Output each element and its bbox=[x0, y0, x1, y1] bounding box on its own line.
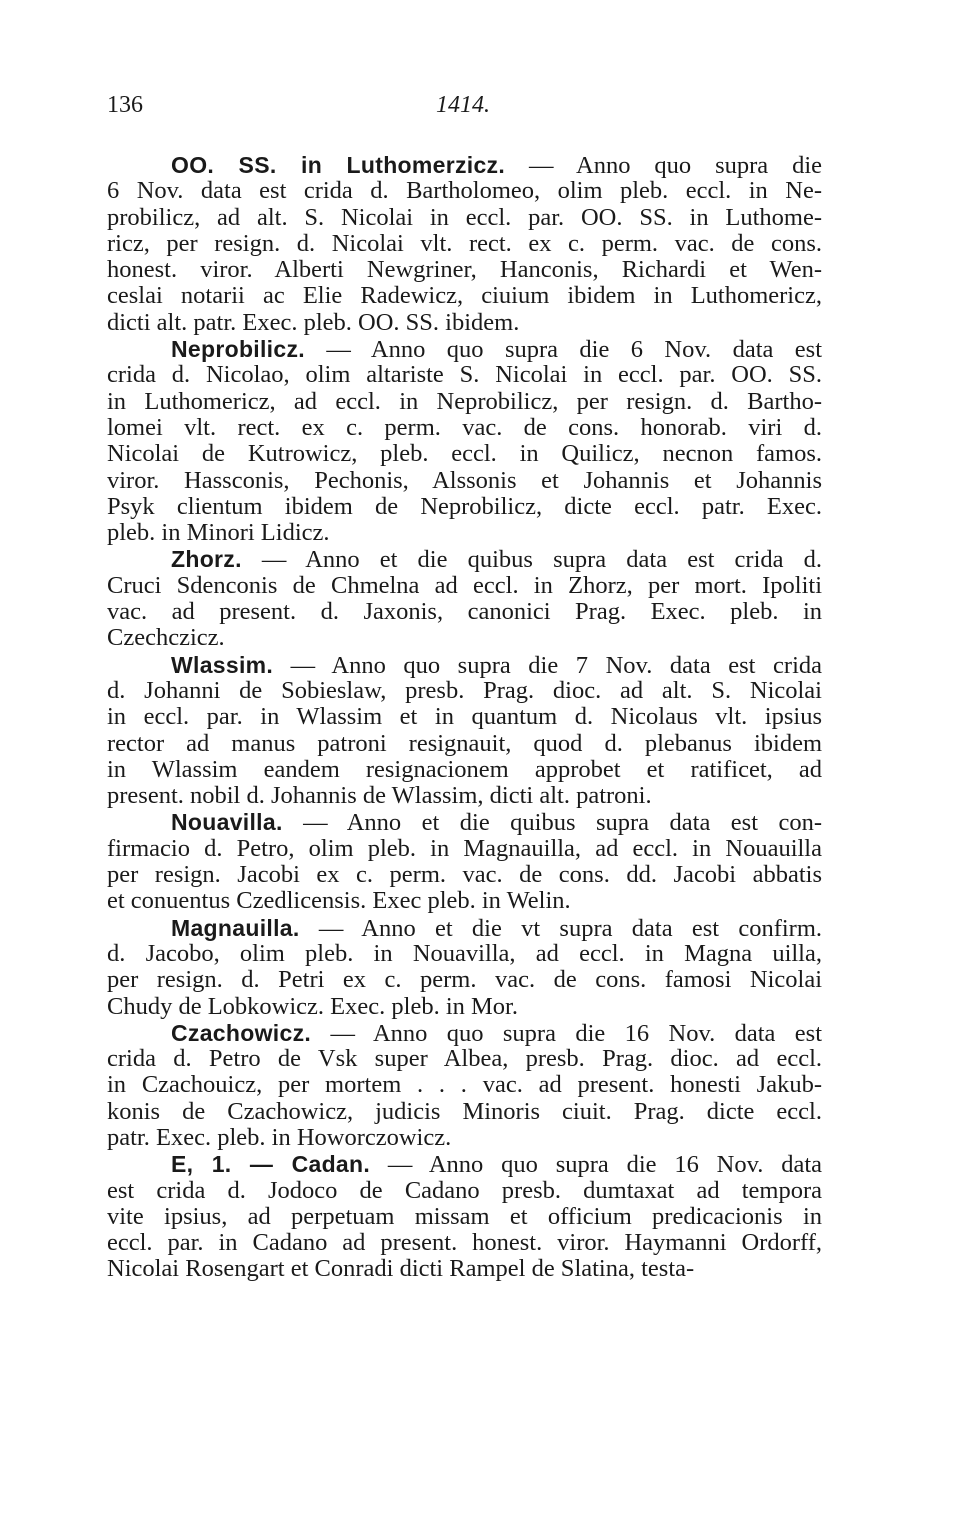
text-line: d. Johanni de Sobieslaw, presb. Prag. dioc. ad alt. S. Nicolai bbox=[107, 676, 822, 704]
entry-first-line-text: — Anno quo supra die bbox=[528, 152, 822, 179]
page-number: 136 bbox=[107, 92, 143, 118]
text-line: d. Jacobo, olim pleb. in Nouavilla, ad eccl. in Magna uilla, bbox=[107, 939, 822, 967]
text-line: ceslai notarii ac Elie Radewicz, ciuium ibidem in Luthomericz, bbox=[107, 282, 822, 310]
entry-first-line bbox=[107, 152, 822, 178]
entry-heading: Nouavilla. bbox=[171, 809, 283, 836]
entry-first-line-text: — Anno quo supra die 16 Nov. data est bbox=[330, 1019, 822, 1047]
text-line: in Luthomericz, ad eccl. in Neprobilicz, per resign. d. Bartho- bbox=[107, 387, 822, 415]
entry bbox=[107, 152, 822, 336]
entry bbox=[107, 652, 822, 810]
entry-first-line-text: — Anno quo supra die 7 Nov. data est crida bbox=[290, 651, 822, 679]
text-line: Chudy de Lobkowicz. Exec. pleb. in Mor. bbox=[107, 992, 518, 1020]
text-line: viror. Hassconis, Pechonis, Alssonis et Johannis et Johannis bbox=[107, 466, 822, 494]
text-line: in Wlassim eandem resignacionem approbet et ratificet, ad bbox=[107, 755, 822, 783]
entry bbox=[107, 809, 822, 914]
entry-first-line bbox=[107, 1151, 822, 1177]
entry-heading: Neprobilicz. bbox=[171, 336, 305, 363]
text-line: in Czachouicz, per mortem . . . vac. ad present. honesti Jakub- bbox=[107, 1071, 822, 1099]
entry-first-line-text: — Anno et die quibus supra data est crida d. bbox=[261, 546, 822, 574]
text-line: konis de Czachowicz, judicis Minoris ciuit. Prag. dicte eccl. bbox=[107, 1097, 822, 1125]
entry-heading: Magnauilla. bbox=[171, 914, 300, 941]
text-line: Nicolai de Kutrowicz, pleb. eccl. in Quilicz, necnon famos. bbox=[107, 440, 822, 468]
entry-heading: Zhorz. bbox=[171, 546, 242, 573]
text-line: dicti alt. patr. Exec. pleb. OO. SS. ibidem. bbox=[107, 308, 520, 336]
text-line: crida d. Petro de Vsk super Albea, presb. Prag. dioc. ad eccl. bbox=[107, 1045, 822, 1073]
text-line: rector ad manus patroni resignauit, quod d. plebanus ibidem bbox=[107, 729, 822, 757]
entry-first-line bbox=[107, 652, 822, 678]
text-line: lomei vlt. rect. ex c. perm. vac. de cons. honorab. viri d. bbox=[107, 413, 822, 441]
text-line: probilicz, ad alt. S. Nicolai in eccl. par. OO. SS. in Luthome- bbox=[107, 203, 822, 231]
entry-first-line bbox=[107, 915, 822, 941]
entry-first-line-text: — Anno quo supra die 16 Nov. data bbox=[387, 1151, 823, 1179]
text-line: per resign. Jacobi ex c. perm. vac. de cons. dd. Jacobi abbatis bbox=[107, 861, 822, 889]
running-head bbox=[107, 92, 822, 126]
text-line: honest. viror. Alberti Newgriner, Hanconis, Richardi et Wen- bbox=[107, 256, 822, 284]
entry-first-line bbox=[107, 1020, 822, 1046]
entry-first-line-text: — Anno et die vt supra data est confirm. bbox=[318, 914, 823, 942]
entry-heading: Czachowicz. bbox=[171, 1019, 312, 1046]
text-line: patr. Exec. pleb. in Howorczowicz. bbox=[107, 1123, 452, 1151]
text-line: Czechczicz. bbox=[107, 624, 225, 652]
entry-first-line-text: — Anno et die quibus supra data est con- bbox=[303, 809, 822, 837]
text-line: vite ipsius, ad perpetuam missam et officium predicacionis in bbox=[107, 1202, 822, 1230]
entry bbox=[107, 915, 822, 1020]
text-line: 6 Nov. data est crida d. Bartholomeo, olim pleb. eccl. in Ne- bbox=[107, 177, 822, 205]
text-line: in eccl. par. in Wlassim et in quantum d. Nicolaus vlt. ipsius bbox=[107, 703, 822, 731]
entry-first-line bbox=[107, 809, 822, 835]
entry bbox=[107, 336, 822, 546]
text-line: Cruci Sdenconis de Chmelna ad eccl. in Zhorz, per mort. Ipoliti bbox=[107, 571, 822, 599]
text-line: Psyk clientum ibidem de Neprobilicz, dicte eccl. patr. Exec. bbox=[107, 492, 822, 520]
text-line: Nicolai Rosengart et Conradi dicti Rampel de Slatina, testa- bbox=[107, 1255, 695, 1283]
text-line: per resign. d. Petri ex c. perm. vac. de cons. famosi Nicolai bbox=[107, 966, 822, 994]
text-line: firmacio d. Petro, olim pleb. in Magnauilla, ad eccl. in Nouauilla bbox=[107, 834, 822, 862]
text-line: vac. ad present. d. Jaxonis, canonici Prag. Exec. pleb. in bbox=[107, 598, 822, 626]
text-line: et conuentus Czedlicensis. Exec pleb. in Welin. bbox=[107, 887, 571, 915]
text-line: est crida d. Jodoco de Cadano presb. dumtaxat ad tempora bbox=[107, 1176, 822, 1204]
entry-heading: Wlassim. bbox=[171, 651, 274, 678]
entry bbox=[107, 1020, 822, 1151]
text-line: pleb. in Minori Lidicz. bbox=[107, 519, 330, 547]
entry bbox=[107, 546, 822, 651]
text-line: present. nobil d. Johannis de Wlassim, dicti alt. patroni. bbox=[107, 782, 652, 810]
text-line: eccl. par. in Cadano ad present. honest. viror. Haymanni Ordorff, bbox=[107, 1229, 822, 1257]
entry-first-line bbox=[107, 336, 822, 362]
entry bbox=[107, 1151, 822, 1282]
entry-heading: E, 1. — Cadan. bbox=[171, 1151, 371, 1178]
text-line: crida d. Nicolao, olim altariste S. Nicolai in eccl. par. OO. SS. bbox=[107, 361, 822, 389]
entry-heading: OO. SS. in Luthomerzicz. bbox=[171, 152, 506, 178]
entry-first-line-text: — Anno quo supra die 6 Nov. data est bbox=[326, 336, 823, 364]
running-head-year: 1414. bbox=[436, 92, 490, 118]
body-text bbox=[107, 152, 822, 1283]
entry-first-line bbox=[107, 546, 822, 572]
text-line: ricz, per resign. d. Nicolai vlt. rect. ex c. perm. vac. de cons. bbox=[107, 229, 822, 257]
